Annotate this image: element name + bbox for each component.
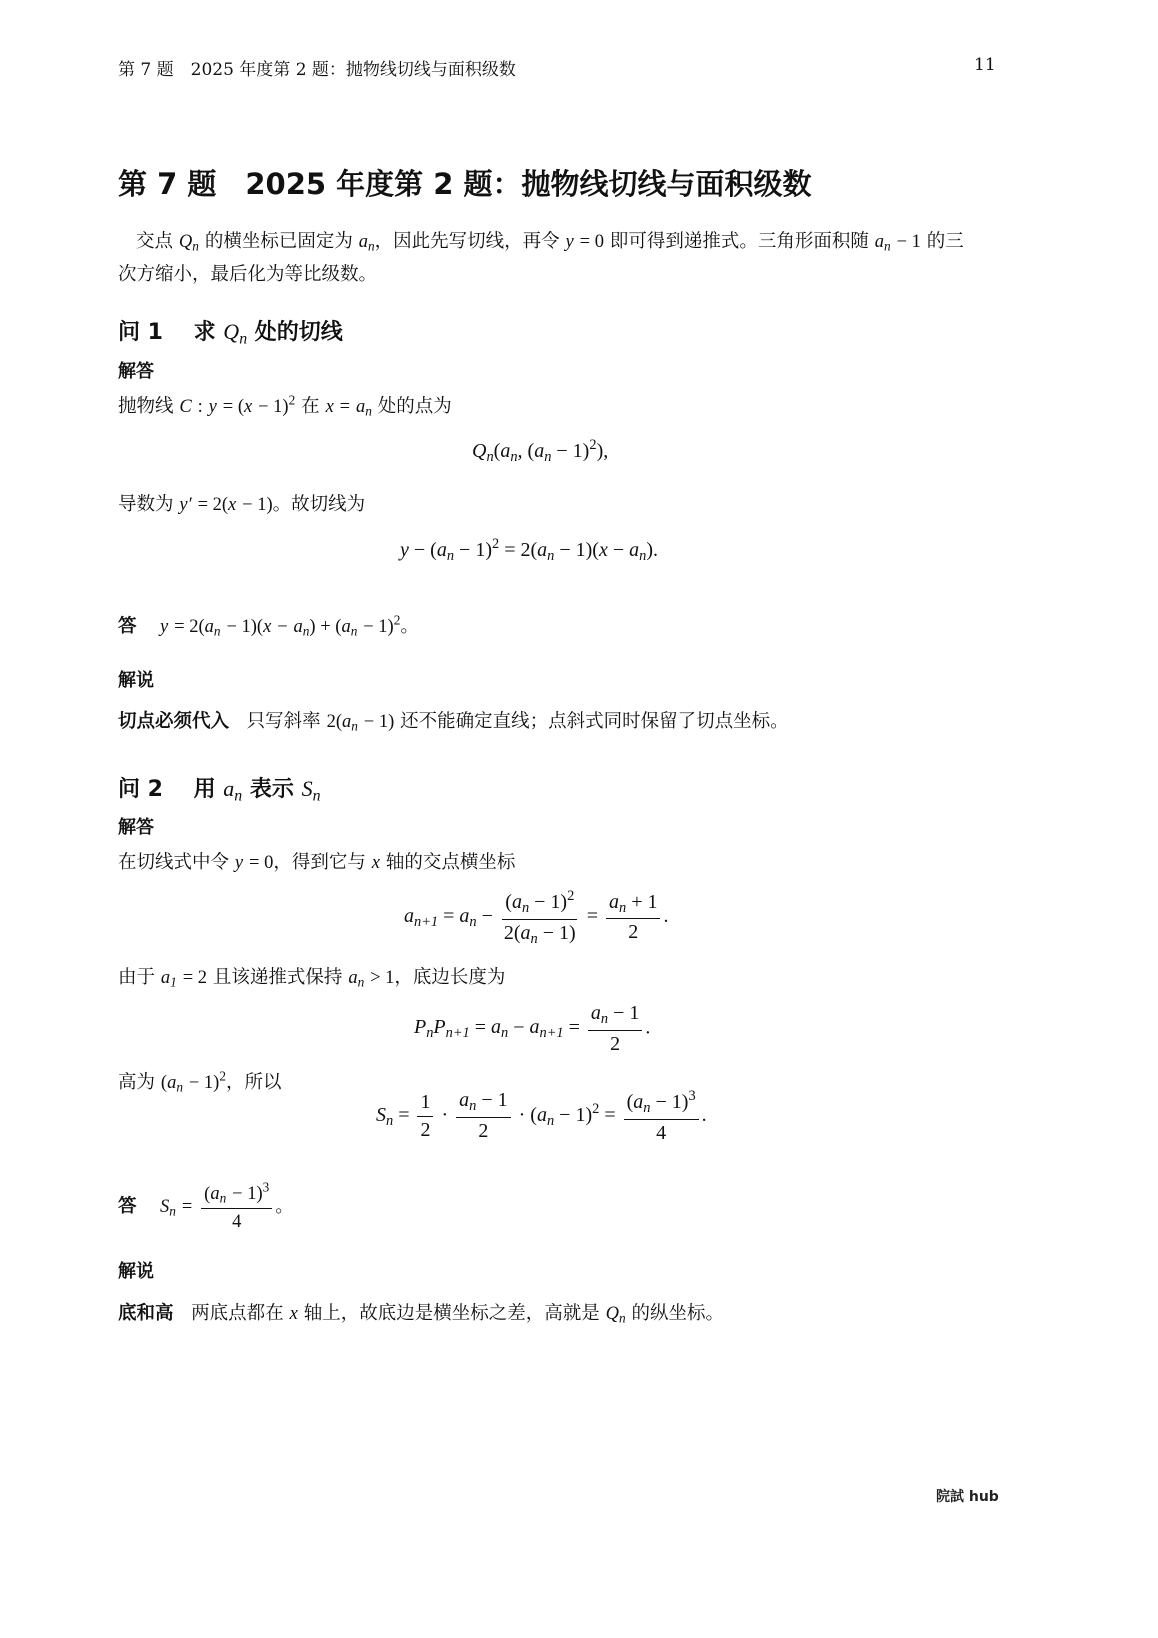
- q2-base-formula: $P_nP_{n+1} = a_n - a_{n+1}$ = $\frac{a_n - 1}{2}$ .: [414, 1002, 651, 1055]
- page-number: 11: [974, 55, 996, 75]
- q1-answer-label: 解答: [118, 361, 154, 382]
- q2-line3: 高为 $(a_n - 1)^2$，所以: [118, 1068, 282, 1095]
- q2-line1: 在切线式中令 y = 0，得到它与 x 轴的交点横坐标: [118, 852, 516, 873]
- q1-point-formula: $Q_n(a_n$, $(a_n - 1)^2$),: [472, 437, 609, 465]
- intro-paragraph-line1: 交点 $Q_n$ 的横坐标已固定为 $a_n$，因此先写切线，再令 y = 0 即可得到递推式。三角形面积随 $a_n - 1$ 的三: [136, 231, 964, 254]
- q2-comment-label: 解说: [118, 1261, 154, 1282]
- q2-answer-label: 解答: [118, 817, 154, 838]
- footer-brand: 院試 hub: [936, 1489, 999, 1505]
- q1-heading: 问 1 求 $Q_n$ 处的切线: [118, 319, 343, 348]
- q2-heading: 问 2 用 $a_n$ 表示 $S_n$: [118, 776, 321, 805]
- q1-tangent-formula: $y - (a_n - 1)^2 = 2(a_n - 1)(x - a_n)$.: [400, 536, 659, 564]
- q2-line2: 由于 $a_1 = 2$ 且该递推式保持 $a_n > 1$，底边长度为: [118, 967, 506, 990]
- q1-line2: 导数为 y′ = 2(x − 1)。故切线为: [118, 494, 366, 515]
- intro-paragraph-line2: 次方缩小，最后化为等比级数。: [118, 264, 378, 285]
- q2-area-formula: $S_n$ = $\frac{1}{2}$ · $\frac{a_n - 1}{2}$ · $(a_n - 1)^2$ = $\frac{(a_n - 1)^3}{4}$ .: [376, 1088, 707, 1144]
- q2-comment: 底和高 两底点都在 x 轴上，故底边是横坐标之差，高就是 $Q_n$ 的纵坐标。: [118, 1303, 725, 1326]
- q1-line1: 抛物线 C : $y = (x - 1)^2$ 在 $x = a_n$ 处的点为: [118, 392, 452, 419]
- running-header: 第 7 题 2025 年度第 2 题：抛物线切线与面积级数: [118, 60, 516, 80]
- q2-final-answer: 答 $S_n$ = $\frac{(a_n - 1)^3}{4}$ 。: [118, 1180, 294, 1233]
- q2-recurrence-formula: $a_{n+1} = a_n$ − $\frac{(a_n - 1)^2}{2(a_n - 1)}$ = $\frac{a_n + 1}{2}$ .: [404, 888, 669, 947]
- q1-comment-label: 解说: [118, 670, 154, 691]
- page-title: 第 7 题 2025 年度第 2 题：抛物线切线与面积级数: [118, 167, 812, 201]
- q1-comment: 切点必须代入 只写斜率 $2(a_n - 1)$ 还不能确定直线；点斜式同时保留了切点坐标。: [118, 711, 789, 734]
- q1-final-answer: 答 $y = 2(a_n - 1)(x - a_n) + (a_n - 1)^2$。: [118, 612, 419, 639]
